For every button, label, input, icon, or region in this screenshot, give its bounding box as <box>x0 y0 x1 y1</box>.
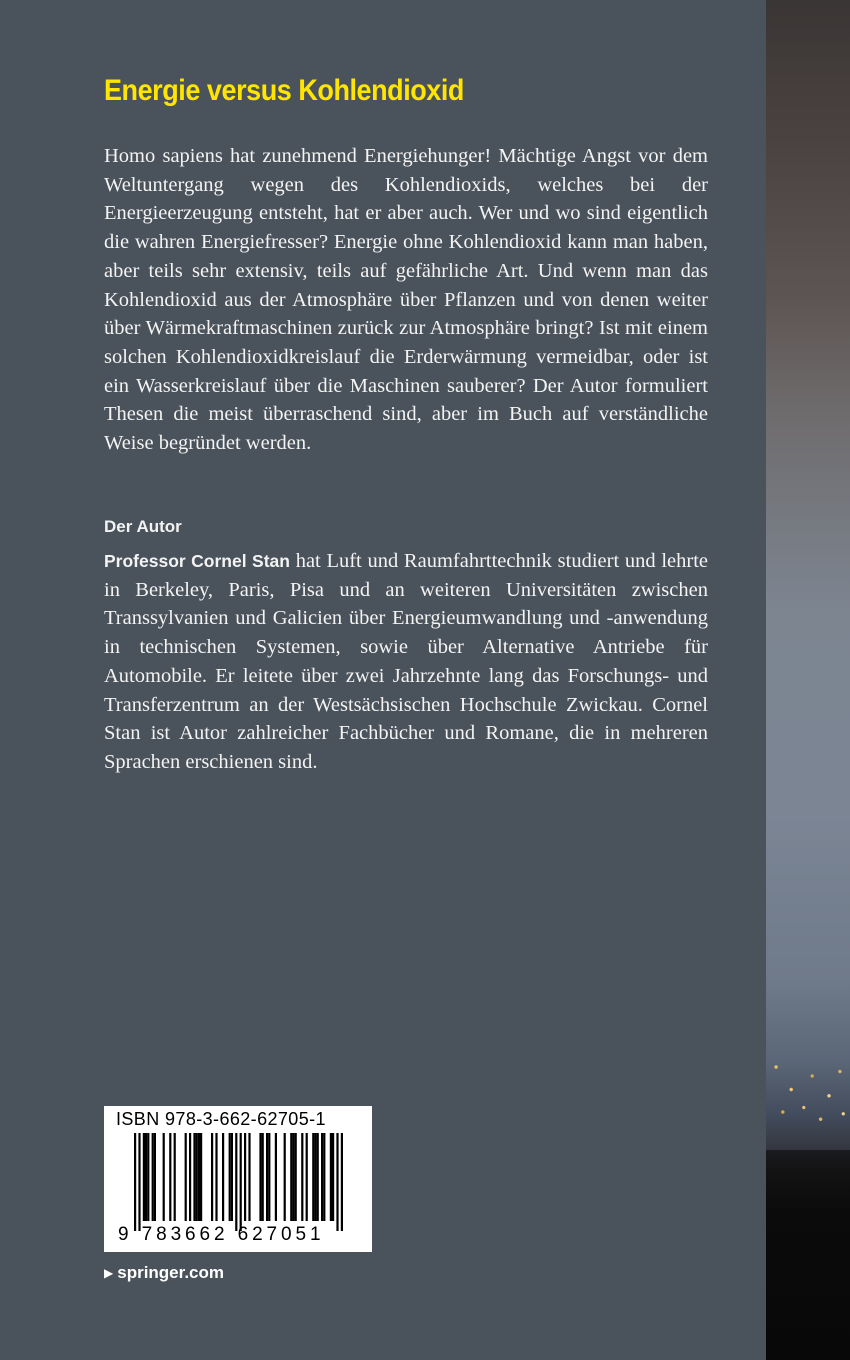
barcode-bar <box>312 1133 314 1221</box>
barcode-bar <box>185 1133 187 1221</box>
barcode-bar <box>231 1133 233 1221</box>
barcode-bar <box>211 1133 213 1221</box>
barcode-bar <box>323 1133 325 1221</box>
book-blurb: Homo sapiens hat zunehmend Energiehunger! Mächtige Angst vor dem Weltuntergang wegen des Kohlendioxids, welches bei der Energieerzeugung entsteht, hat er aber auch. Wer und wo sind eigentlich die wahren Energiefresser? Energie ohne Kohlendioxid kann man haben, aber teils sehr extensiv, teils auf gefährliche Art. Und wenn man das Kohlendioxid aus der Atmosphäre über Pflanzen und von denen weiter über Wärmekraftmaschinen zurück zur Atmosphäre bringt? Ist mit einem solchen Kohlendioxidkreislauf die Erderwärmung vermeidbar, oder ist ein Wasserkreislauf über die Maschinen sauberer? Der Autor formuliert Thesen die meist überraschend sind, aber im Buch auf verständliche Weise begründet werden. <box>104 145 708 455</box>
barcode-bar <box>262 1133 264 1221</box>
barcode-bar <box>332 1133 334 1221</box>
barcode-bar <box>244 1133 246 1221</box>
author-name: Professor Cornel Stan <box>104 551 290 571</box>
author-bio-paragraph <box>104 547 708 777</box>
barcode-bar <box>143 1133 145 1221</box>
barcode-bar <box>321 1133 323 1221</box>
publisher-link[interactable] <box>104 1263 224 1283</box>
barcode-bar <box>240 1133 242 1231</box>
isbn-label: ISBN 978-3-662-62705-1 <box>116 1109 326 1129</box>
barcode-bar <box>341 1133 343 1231</box>
barcode-bar <box>169 1133 171 1221</box>
barcode-bar <box>152 1133 154 1221</box>
tree-silhouette-photo <box>766 1150 850 1360</box>
barcode-bar <box>222 1133 224 1221</box>
barcode-bar <box>275 1133 277 1221</box>
barcode-bar <box>200 1133 202 1221</box>
barcode-bar <box>268 1133 270 1221</box>
barcode-bar <box>266 1133 268 1221</box>
barcode-bar <box>229 1133 231 1221</box>
triangle-right-icon: ▶ <box>104 1266 114 1280</box>
barcode-bar <box>290 1133 292 1221</box>
barcode-bar <box>198 1133 200 1221</box>
barcode-bar <box>248 1133 250 1221</box>
author-bio-text: hat Luft und Raumfahrttechnik studiert und lehrte in Berkeley, Paris, Pisa und an weiteren Universitäten zwischen Transsylvanien und Galicien über Energieumwandlung und -anwendung in technischen Systemen, sowie über Alternative Antriebe für Automobile. Er leitete über zwei Jahrzehnte lang das Forschungs- und Transferzentrum an der Westsächsischen Hochschule Zwickau. Cornel Stan ist Autor zahlreicher Fachbücher und Romane, die in mehreren Sprachen erschienen sind. <box>104 550 708 773</box>
isbn-barcode <box>104 1106 372 1252</box>
barcode-bar <box>314 1133 316 1221</box>
barcode-bar <box>196 1133 198 1221</box>
publisher-link-label: springer.com <box>117 1263 224 1282</box>
city-lights-photo <box>766 1040 850 1130</box>
barcode-bar <box>317 1133 319 1221</box>
barcode-bar <box>301 1133 303 1221</box>
barcode-bar <box>174 1133 176 1221</box>
barcode-bar <box>215 1133 217 1221</box>
barcode-bar <box>330 1133 332 1221</box>
book-title: Energie versus Kohlendioxid <box>104 74 464 107</box>
barcode-bar <box>306 1133 308 1221</box>
author-heading: Der Autor <box>104 517 182 536</box>
barcode-bar <box>295 1133 297 1221</box>
barcode-bar <box>259 1133 261 1221</box>
barcode-bar <box>134 1133 136 1231</box>
barcode-bar <box>163 1133 165 1221</box>
barcode-bar <box>145 1133 147 1221</box>
barcode-bar <box>336 1133 338 1231</box>
barcode-bar <box>147 1133 149 1221</box>
barcode-bar <box>235 1133 237 1231</box>
barcode-digits: 9 783662 627051 <box>118 1224 325 1245</box>
barcode-bar <box>154 1133 156 1221</box>
barcode-bar <box>284 1133 286 1221</box>
barcode-bar <box>138 1133 140 1231</box>
barcode-bar <box>189 1133 191 1221</box>
barcode-bar <box>193 1133 195 1221</box>
barcode-bar <box>292 1133 294 1221</box>
